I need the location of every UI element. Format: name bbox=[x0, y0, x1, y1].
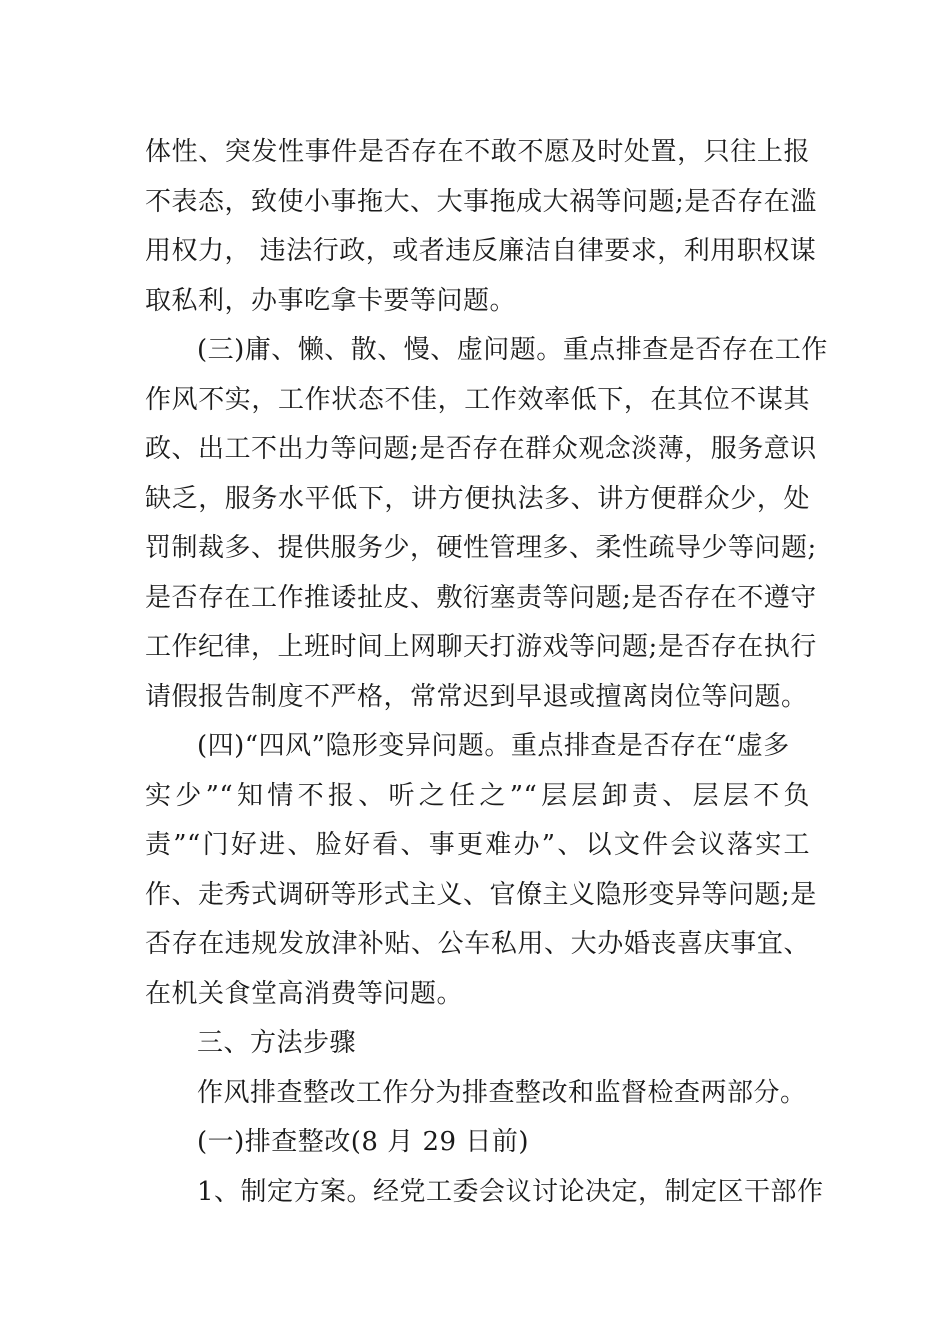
text-line: 作风不实，工作状态不佳，工作效率低下，在其位不谋其 bbox=[145, 384, 810, 415]
text-line: 罚制裁多、提供服务少，硬性管理多、柔性疏导少等问题; bbox=[145, 533, 817, 563]
paragraph-7 bbox=[145, 1168, 824, 1218]
section-heading-line: (一)排查整改(8 月 29 日前) bbox=[197, 1127, 529, 1157]
paragraph-3 bbox=[145, 722, 817, 1019]
text-line: 体性、突发性事件是否存在不敢不愿及时处置，只往上报 bbox=[145, 137, 810, 167]
text-line: 工作纪律，上班时间上网聊天打游戏等问题;是否存在执行 bbox=[145, 632, 817, 662]
text-line: 1、制定方案。经党工委会议讨论决定，制定区干部作 bbox=[197, 1176, 824, 1207]
text-line: 实少”“知情不报、听之任之”“层层卸责、层层不负 bbox=[145, 780, 810, 811]
section-heading-line: (三)庸、懒、散、慢、虚问题。重点排查是否存在工作 bbox=[197, 335, 828, 365]
text-line: 在机关食堂高消费等问题。 bbox=[145, 978, 464, 1009]
text-line: 政、出工不出力等问题;是否存在群众观念淡薄，服务意识 bbox=[145, 434, 817, 464]
paragraph-5 bbox=[145, 1069, 810, 1119]
text-line: 取私利，办事吃拿卡要等问题。 bbox=[145, 285, 517, 316]
text-line: 责”“门好进、脸好看、事更难办”、以文件会议落实工 bbox=[145, 830, 810, 860]
section-title-methods bbox=[145, 1019, 810, 1069]
text-line: 作、走秀式调研等形式主义、官僚主义隐形变异等问题;是 bbox=[145, 879, 817, 910]
paragraph-2 bbox=[145, 326, 828, 722]
document-body bbox=[145, 128, 828, 1217]
text-line: 作风排查整改工作分为排查整改和监督检查两部分。 bbox=[197, 1077, 807, 1108]
text-line: 请假报告制度不严格，常常迟到早退或擅离岗位等问题。 bbox=[145, 681, 808, 712]
text-line: 否存在违规发放津补贴、公车私用、大办婚丧喜庆事宜、 bbox=[145, 929, 810, 959]
text-line: 不表态，致使小事拖大、大事拖成大祸等问题;是否存在滥 bbox=[145, 186, 817, 217]
subsection-title bbox=[145, 1118, 810, 1168]
section-heading-line: (四)“四风”隐形变异问题。重点排查是否存在“虚多 bbox=[197, 731, 790, 761]
text-line: 是否存在工作推诿扯皮、敷衍塞责等问题;是否存在不遵守 bbox=[145, 582, 817, 613]
section-heading-line: 三、方法步骤 bbox=[197, 1028, 357, 1058]
text-line: 用权力， 违法行政，或者违反廉洁自律要求，利用职权谋 bbox=[145, 236, 817, 266]
paragraph-1 bbox=[145, 128, 817, 326]
text-line: 缺乏，服务水平低下，讲方便执法多、讲方便群众少，处 bbox=[145, 483, 810, 514]
